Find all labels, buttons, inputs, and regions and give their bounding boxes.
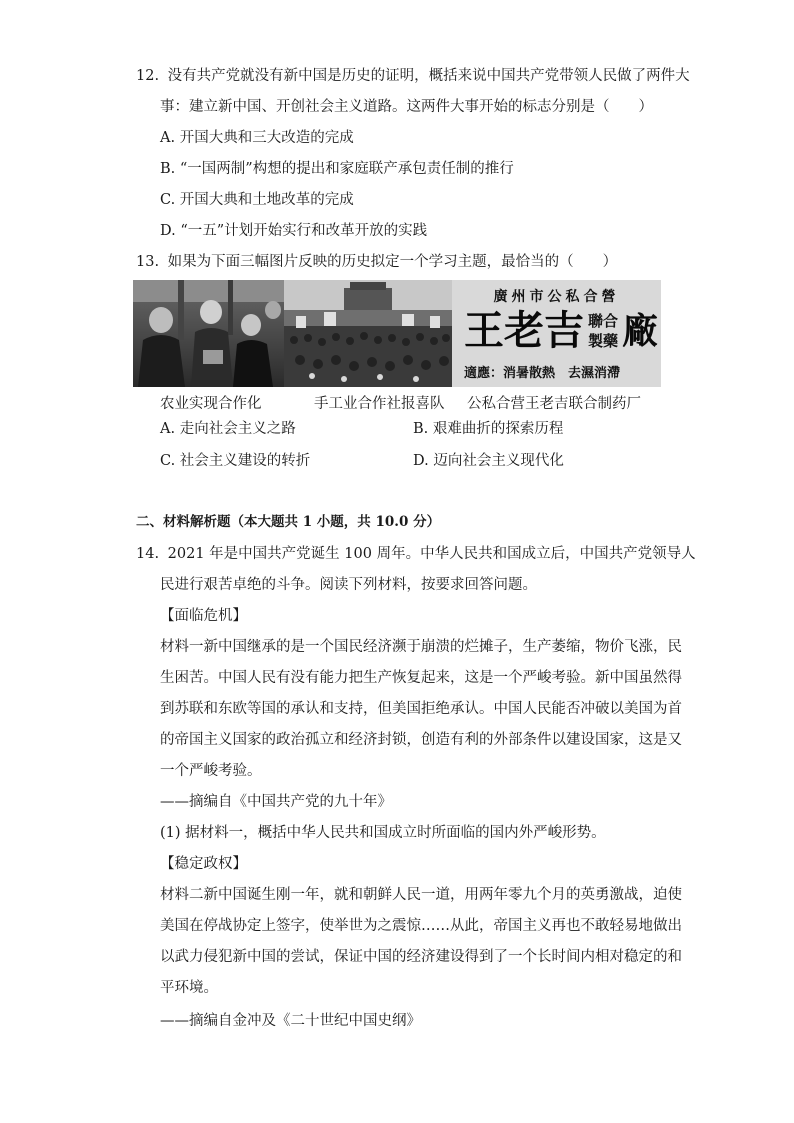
q14-source1: ——摘编自《中国共产党的九十年》 [160,794,392,810]
photo-handicraft-parade [284,280,452,387]
q14-material1-line3: 到苏联和东欧等国的承认和支持，但美国拒绝承认。中国人民能否冲破以美国为首 [160,701,682,717]
poster-factory-char: 廠 [622,310,659,352]
q14-material1-line2: 生困苦。中国人民有没有能力把生产恢复起来，这是一个严峻考验。新中国虽然得 [160,670,682,686]
q14-material1-line4: 的帝国主义国家的政治孤立和经济封锁，创造有利的外部条件以建设国家，这是又 [160,732,682,748]
q13-stem-text: 如果为下面三幅图片反映的历史拟定一个学习主题，最恰当的（ ） [167,254,618,270]
q14-number: 14. [136,546,160,562]
poster-small-line2: 製藥 [588,332,619,350]
q14-source2: ——摘编自金冲及《二十世纪中国史纲》 [160,1013,421,1029]
q14-material2-line3: 以武力侵犯新中国的尝试，保证中国的经济建设得到了一个长时间内相对稳定的和 [160,949,682,965]
q12-number: 12. [136,68,160,84]
q14-material1-line5: 一个严峻考验。 [160,763,262,779]
q14-stem-line2: 民进行艰苦卓绝的斗争。阅读下列材料，按要求回答问题。 [160,577,537,593]
q13-number: 13. [136,254,160,270]
q12-option-b: B. “一国两制”构想的提出和家庭联产承包责任制的推行 [160,161,514,177]
q14-stem-line1 [136,544,696,564]
poster-small-line1: 聯合 [588,312,619,330]
poster-bottom-text: 適應：消暑散熱 去濕消滯 [464,366,621,381]
photo-wanglaoji-poster [452,280,661,387]
q13-option-a: A. 走向社会主义之路 [160,421,296,437]
photo-agriculture-cooperation [133,280,284,387]
poster-top-text: 廣州市公私合營 [493,289,620,305]
q12-stem-line1 [136,66,690,86]
q14-stem-text1: 2021 年是中国共产党诞生 100 周年。中华人民共和国成立后，中国共产党领导人 [167,546,696,562]
q12-option-c: C. 开国大典和土地改革的完成 [160,192,354,208]
q13-stem-line [136,252,617,272]
q14-material2-line2: 美国在停战协定上签字，使举世为之震惊……从此，帝国主义再也不敢轻易地做出 [160,918,682,934]
q14-material2-line4: 平环境。 [160,980,218,996]
q13-option-b: B. 艰难曲折的探索历程 [413,421,564,437]
q14-material2-line1: 材料二新中国诞生刚一年，就和朝鲜人民一道，用两年零九个月的英勇激战，迫使 [160,887,682,903]
q13-option-c: C. 社会主义建设的转折 [160,453,311,469]
section2-title: 二、材料解析题（本大题共 1 小题，共 10.0 分） [136,514,441,530]
q12-stem-line2: 事：建立新中国、开创社会主义道路。这两件大事开始的标志分别是（ ） [160,99,653,115]
poster-name-text: 王老吉 [464,307,584,354]
caption-handicraft: 手工业合作社报喜队 [314,396,445,412]
q12-option-a: A. 开国大典和三大改造的完成 [160,130,354,146]
q12-stem-text1: 没有共产党就没有新中国是历史的证明，概括来说中国共产党带领人民做了两件大 [167,68,690,84]
q14-heading2: 【稳定政权】 [160,856,247,872]
q13-option-d: D. 迈向社会主义现代化 [413,453,564,469]
caption-agriculture: 农业实现合作化 [160,396,262,412]
q12-option-d: D. “一五”计划开始实行和改革开放的实践 [160,223,428,239]
caption-wanglaoji: 公私合营王老吉联合制药厂 [467,396,641,412]
q14-question1: (1) 据材料一，概括中华人民共和国成立时所面临的国内外严峻形势。 [160,825,606,841]
q14-material1-line1: 材料一新中国继承的是一个国民经济濒于崩溃的烂摊子，生产萎缩，物价飞涨，民 [160,639,682,655]
q14-heading1: 【面临危机】 [160,608,247,624]
